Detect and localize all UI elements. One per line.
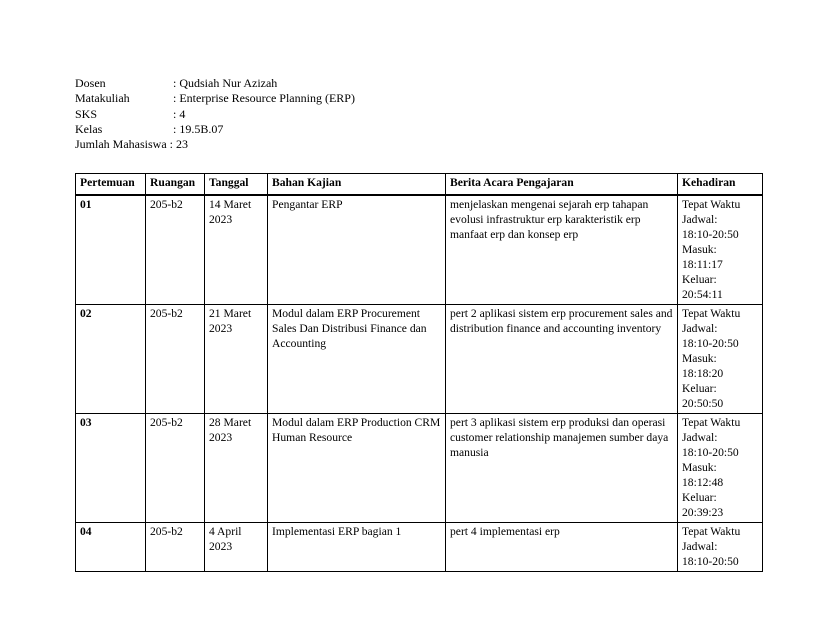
dosen-label: Dosen	[75, 76, 106, 90]
attendance-masuk-label: Masuk:	[682, 461, 717, 474]
attendance-jadwal: 18:10-20:50	[682, 446, 739, 459]
attendance-jadwal-label: Jadwal:	[682, 431, 718, 444]
course-info	[75, 76, 355, 152]
attendance-keluar: 20:54:11	[682, 288, 723, 301]
cell-berita-acara: pert 4 implementasi erp	[446, 523, 678, 572]
attendance-jadwal: 18:10-20:50	[682, 555, 739, 568]
attendance-keluar-label: Keluar:	[682, 273, 717, 286]
cell-pertemuan: 01	[76, 195, 146, 305]
attendance-jadwal: 18:10-20:50	[682, 337, 739, 350]
cell-berita-acara: pert 2 aplikasi sistem erp procurement sales and distribution finance and accounting inventory	[446, 305, 678, 414]
cell-tanggal: 14 Maret 2023	[205, 195, 268, 305]
info-row-dosen	[75, 76, 355, 91]
attendance-jadwal: 18:10-20:50	[682, 228, 739, 241]
dosen-value: : Qudsiah Nur Azizah	[173, 76, 278, 90]
cell-bahan-kajian: Implementasi ERP bagian 1	[268, 523, 446, 572]
cell-bahan-kajian: Modul dalam ERP Procurement Sales Dan Distribusi Finance dan Accounting	[268, 305, 446, 414]
header-ruangan: Ruangan	[146, 174, 205, 196]
cell-tanggal: 4 April 2023	[205, 523, 268, 572]
sks-value: : 4	[173, 106, 186, 121]
attendance-status: Tepat Waktu	[682, 307, 741, 320]
cell-berita-acara: pert 3 aplikasi sistem erp produksi dan operasi customer relationship manajemen sumber daya manusia	[446, 414, 678, 523]
header-pertemuan: Pertemuan	[76, 174, 146, 196]
cell-kehadiran	[678, 414, 763, 523]
cell-kehadiran	[678, 305, 763, 414]
attendance-masuk: 18:12:48	[682, 476, 724, 489]
table-row	[76, 305, 763, 414]
cell-kehadiran	[678, 195, 763, 305]
attendance-masuk: 18:18:20	[682, 367, 724, 380]
matakuliah-label: Matakuliah	[75, 91, 130, 106]
cell-tanggal: 28 Maret 2023	[205, 414, 268, 523]
attendance-keluar-label: Keluar:	[682, 382, 717, 395]
attendance-masuk-label: Masuk:	[682, 352, 717, 365]
attendance-status: Tepat Waktu	[682, 416, 741, 429]
kelas-value: : 19.5B.07	[173, 121, 224, 136]
header-kehadiran: Kehadiran	[678, 174, 763, 196]
header-bahan-kajian: Bahan Kajian	[268, 174, 446, 196]
cell-ruangan: 205-b2	[146, 305, 205, 414]
attendance-jadwal-label: Jadwal:	[682, 540, 718, 553]
attendance-jadwal-label: Jadwal:	[682, 213, 718, 226]
attendance-keluar-label: Keluar:	[682, 491, 717, 504]
info-row-kelas	[75, 122, 355, 137]
jumlah-value: : 23	[169, 137, 188, 152]
meetings-table	[75, 173, 763, 572]
cell-berita-acara: menjelaskan mengenai sejarah erp tahapan evolusi infrastruktur erp karakteristik erp manfaat erp dan konsep erp	[446, 195, 678, 305]
attendance-masuk: 18:11:17	[682, 258, 723, 271]
cell-pertemuan: 02	[76, 305, 146, 414]
cell-ruangan: 205-b2	[146, 414, 205, 523]
table-row	[76, 414, 763, 523]
attendance-keluar: 20:39:23	[682, 506, 724, 519]
header-berita-acara: Berita Acara Pengajaran	[446, 174, 678, 196]
kelas-label: Kelas	[75, 121, 103, 136]
cell-tanggal: 21 Maret 2023	[205, 305, 268, 414]
cell-pertemuan: 04	[76, 523, 146, 572]
cell-ruangan: 205-b2	[146, 195, 205, 305]
attendance-status: Tepat Waktu	[682, 198, 741, 211]
matakuliah-value: : Enterprise Resource Planning (ERP)	[173, 91, 355, 106]
attendance-status: Tepat Waktu	[682, 525, 741, 538]
sks-label: SKS	[75, 106, 98, 121]
cell-bahan-kajian: Pengantar ERP	[268, 195, 446, 305]
attendance-jadwal-label: Jadwal:	[682, 322, 718, 335]
info-row-jumlah	[75, 137, 355, 152]
attendance-keluar: 20:50:50	[682, 397, 724, 410]
table-row	[76, 195, 763, 305]
info-row-sks	[75, 107, 355, 122]
cell-pertemuan: 03	[76, 414, 146, 523]
jumlah-label: Jumlah Mahasiswa	[75, 137, 167, 152]
attendance-masuk-label: Masuk:	[682, 243, 717, 256]
table-row	[76, 523, 763, 572]
info-row-matakuliah	[75, 91, 355, 106]
table-header-row	[76, 174, 763, 196]
cell-bahan-kajian: Modul dalam ERP Production CRM Human Resource	[268, 414, 446, 523]
cell-ruangan: 205-b2	[146, 523, 205, 572]
header-tanggal: Tanggal	[205, 174, 268, 196]
cell-kehadiran	[678, 523, 763, 572]
